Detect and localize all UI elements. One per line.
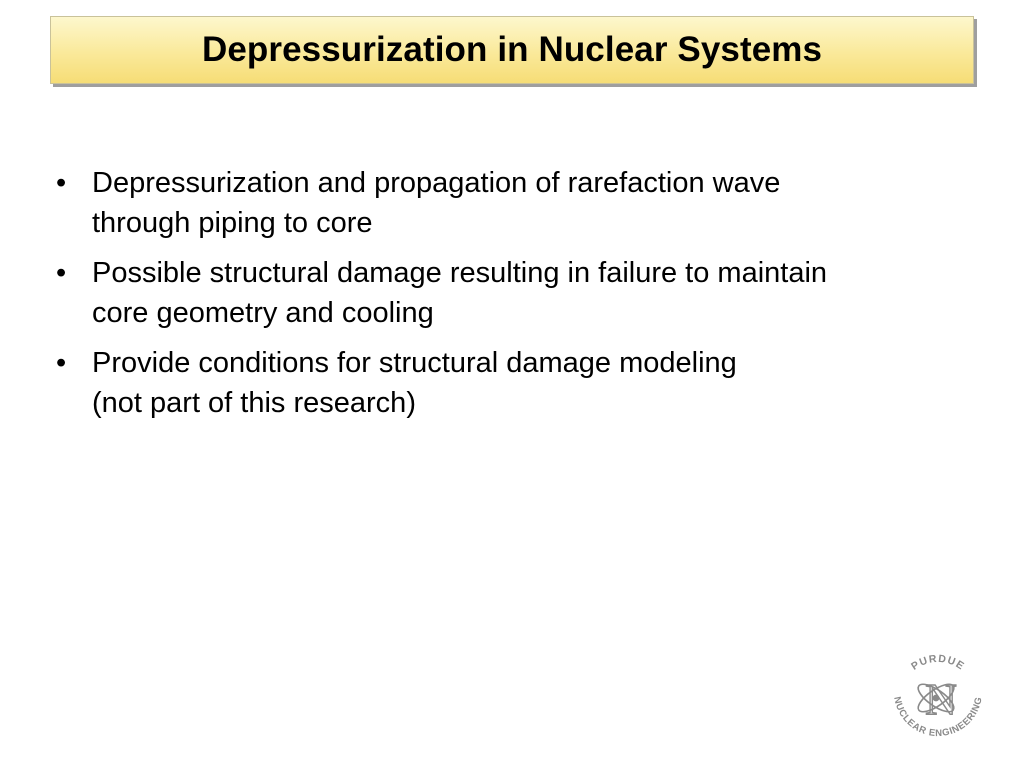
title-banner xyxy=(50,16,974,84)
bullet-marker: • xyxy=(56,257,67,289)
bullet-line: Provide conditions for structural damage modeling xyxy=(92,347,737,379)
bullet-line: core geometry and cooling xyxy=(92,297,434,329)
bullet-item xyxy=(56,343,976,423)
bullet-marker: • xyxy=(56,167,67,199)
bullet-item xyxy=(56,163,976,243)
bullet-line: through piping to core xyxy=(92,207,373,239)
bullet-marker: • xyxy=(56,347,67,379)
bullet-line: Possible structural damage resulting in failure to maintain xyxy=(92,257,828,289)
bullet-line: Depressurization and propagation of rarefaction wave xyxy=(92,167,781,199)
bullet-text xyxy=(92,163,976,243)
logo-top-text: PURDUE xyxy=(909,652,967,673)
bullet-text xyxy=(92,253,976,333)
bullet-text xyxy=(92,343,976,423)
bullet-line: (not part of this research) xyxy=(92,387,416,419)
purdue-nuclear-engineering-logo xyxy=(886,648,990,748)
bullet-list xyxy=(56,163,976,433)
logo-monogram: N xyxy=(925,675,957,724)
bullet-item xyxy=(56,253,976,333)
logo-bottom-text: NUCLEAR ENGINEERING xyxy=(891,695,985,740)
slide-title: Depressurization in Nuclear Systems xyxy=(201,30,823,69)
